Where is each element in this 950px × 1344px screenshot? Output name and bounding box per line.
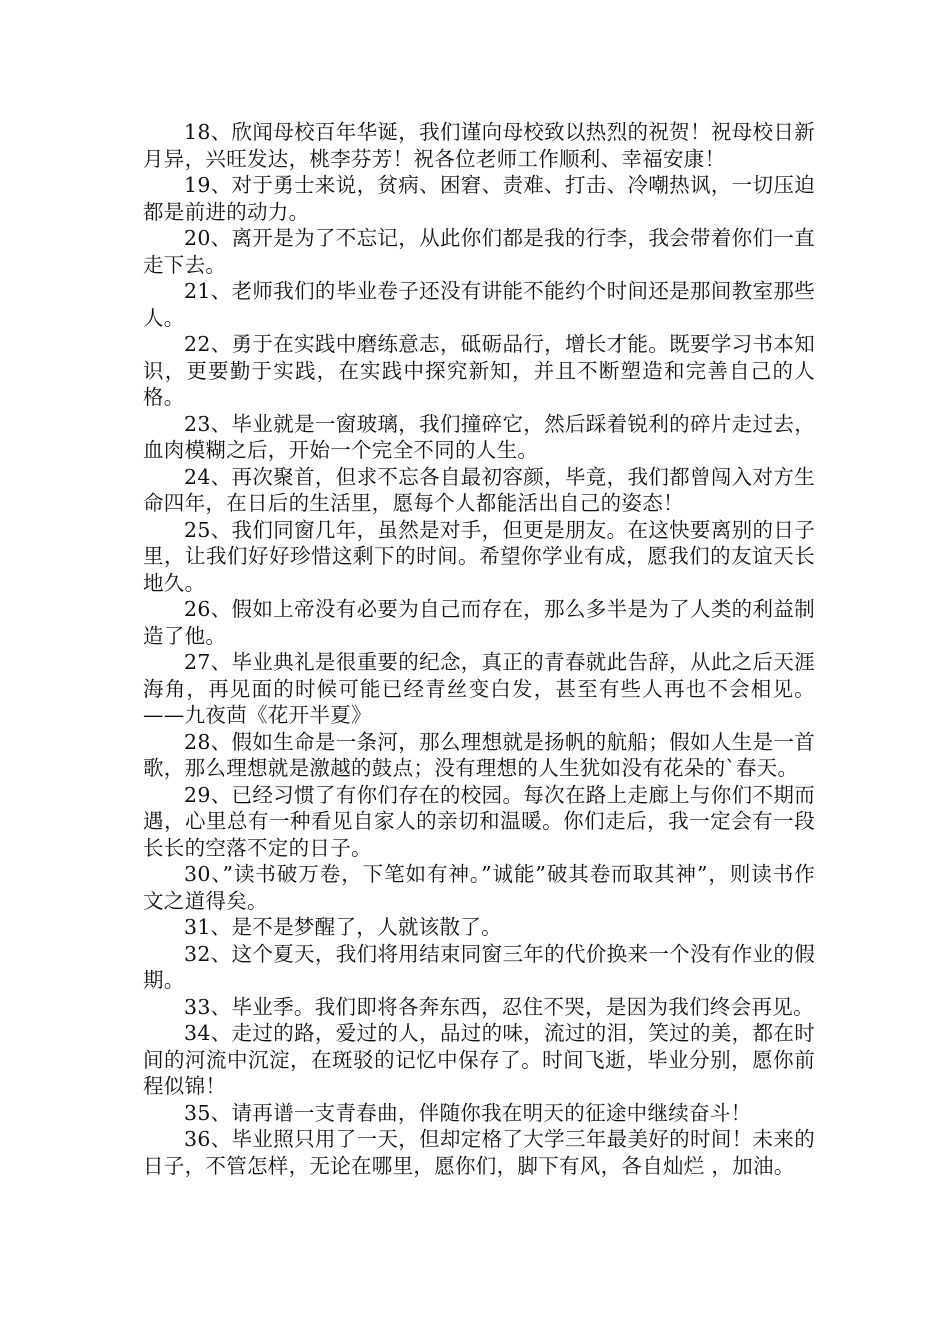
paragraph-36: 36、毕业照只用了一天，但却定格了大学三年最美好的时间！未来的日子，不管怎样，无论在哪里，愿你们，脚下有风，各自灿烂 ，加油。 bbox=[143, 1127, 815, 1178]
paragraph-18: 18、欣闻母校百年华诞，我们谨向母校致以热烈的祝贺！祝母校日新月异，兴旺发达，桃李芬芳！祝各位老师工作顺利、幸福安康！ bbox=[143, 120, 815, 171]
document-body bbox=[143, 119, 815, 1179]
paragraph-19: 19、对于勇士来说，贫病、困窘、责难、打击、冷嘲热讽，一切压迫都是前进的动力。 bbox=[143, 173, 815, 224]
paragraph-33: 33、毕业季。我们即将各奔东西，忍住不哭，是因为我们终会再见。 bbox=[184, 994, 814, 1019]
paragraph-26: 26、假如上帝没有必要为自己而存在，那么多半是为了人类的利益制造了他。 bbox=[143, 597, 815, 648]
paragraph-27: 27、毕业典礼是很重要的纪念，真正的青春就此告辞，从此之后天涯海角，再见面的时候可能已经青丝变白发，甚至有些人再也不会相见。——九夜茴《花开半夏》 bbox=[143, 650, 815, 727]
paragraph-29: 29、已经习惯了有你们存在的校园。每次在路上走廊上与你们不期而遇，心里总有一种看见自家人的亲切和温暖。你们走后，我一定会有一段长长的空落不定的日子。 bbox=[143, 782, 815, 860]
paragraph-31: 31、是不是梦醒了，人就该散了。 bbox=[184, 915, 502, 939]
paragraph-28: 28、假如生命是一条河，那么理想就是扬帆的航船；假如人生是一首歌，那么理想就是激越的鼓点；没有理想的人生犹如没有花朵的`春天。 bbox=[143, 729, 815, 780]
paragraph-34: 34、走过的路，爱过的人，品过的味，流过的泪，笑过的美，都在时间的河流中沉淀，在斑驳的记忆中保存了。时间飞逝，毕业分别，愿你前程似锦！ bbox=[143, 1021, 815, 1098]
paragraph-32: 32、这个夏天，我们将用结束同窗三年的代价换来一个没有作业的假期。 bbox=[143, 941, 815, 992]
paragraph-30: 30、”读书破万卷，下笔如有神。”诚能”破其卷而取其神”，则读书作文之道得矣。 bbox=[143, 862, 815, 913]
paragraph-25: 25、我们同窗几年，虽然是对手，但更是朋友。在这快要离别的日子里，让我们好好珍惜这剩下的时间。希望你学业有成，愿我们的友谊天长地久。 bbox=[143, 517, 815, 595]
paragraph-24: 24、再次聚首，但求不忘各自最初容颜，毕竟，我们都曾闯入对方生命四年，在日后的生活里，愿每个人都能活出自己的姿态！ bbox=[143, 464, 815, 515]
paragraph-22: 22、勇于在实践中磨练意志，砥砺品行，增长才能。既要学习书本知识，更要勤于实践，在实践中探究新知，并且不断塑造和完善自己的人格。 bbox=[143, 332, 815, 409]
paragraph-21: 21、老师我们的毕业卷子还没有讲能不能约个时间还是那间教室那些人。 bbox=[143, 279, 815, 330]
paragraph-35: 35、请再谱一支青春曲，伴随你我在明天的征途中继续奋斗！ bbox=[184, 1100, 752, 1125]
paragraph-23: 23、毕业就是一窗玻璃，我们撞碎它，然后踩着锐利的碎片走过去，血肉模糊之后，开始一个完全不同的人生。 bbox=[143, 411, 815, 462]
paragraph-20: 20、离开是为了不忘记，从此你们都是我的行李，我会带着你们一直走下去。 bbox=[143, 226, 815, 277]
